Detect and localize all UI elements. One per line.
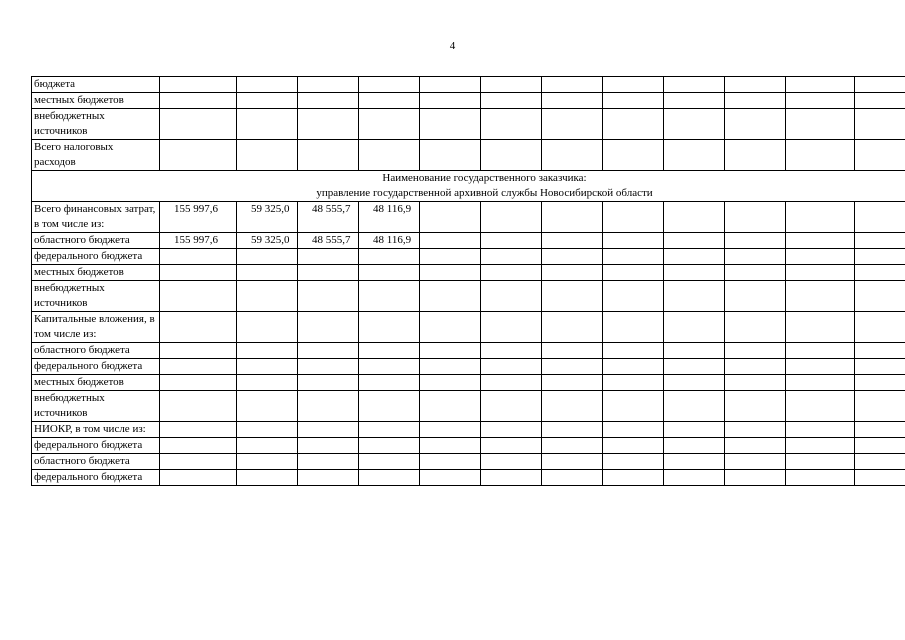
table-row	[32, 359, 905, 375]
empty-cell	[160, 249, 237, 265]
table-row	[32, 391, 905, 422]
empty-cell	[725, 438, 786, 454]
empty-cell	[855, 454, 905, 470]
empty-cell	[542, 109, 603, 140]
empty-cell	[725, 265, 786, 281]
empty-cell	[603, 375, 664, 391]
empty-cell	[481, 202, 542, 233]
empty-cell	[786, 470, 855, 486]
value-cell: 48 555,7	[298, 233, 359, 249]
empty-cell	[855, 233, 905, 249]
empty-cell	[298, 265, 359, 281]
empty-cell	[786, 265, 855, 281]
empty-cell	[664, 470, 725, 486]
empty-cell	[237, 109, 298, 140]
empty-cell	[481, 233, 542, 249]
empty-cell	[481, 77, 542, 93]
empty-cell	[420, 438, 481, 454]
table-section-header	[32, 171, 905, 202]
empty-cell	[542, 140, 603, 171]
table-row	[32, 202, 905, 233]
empty-cell	[542, 359, 603, 375]
empty-cell	[725, 202, 786, 233]
empty-cell	[237, 470, 298, 486]
empty-cell	[786, 438, 855, 454]
empty-cell	[855, 109, 905, 140]
empty-cell	[481, 281, 542, 312]
empty-cell	[160, 93, 237, 109]
empty-cell	[542, 312, 603, 343]
empty-cell	[542, 249, 603, 265]
table-row	[32, 312, 905, 343]
value-cell: 155 997,6	[160, 233, 237, 249]
table-row	[32, 233, 905, 249]
empty-cell	[298, 422, 359, 438]
empty-cell	[420, 140, 481, 171]
empty-cell	[359, 281, 420, 312]
empty-cell	[298, 438, 359, 454]
empty-cell	[603, 359, 664, 375]
empty-cell	[237, 312, 298, 343]
empty-cell	[603, 233, 664, 249]
empty-cell	[855, 391, 905, 422]
empty-cell	[160, 375, 237, 391]
value-cell: 48 116,9	[359, 202, 420, 233]
empty-cell	[298, 391, 359, 422]
empty-cell	[481, 470, 542, 486]
empty-cell	[664, 109, 725, 140]
empty-cell	[786, 281, 855, 312]
empty-cell	[725, 233, 786, 249]
empty-cell	[237, 93, 298, 109]
empty-cell	[160, 454, 237, 470]
empty-cell	[481, 343, 542, 359]
empty-cell	[420, 77, 481, 93]
empty-cell	[298, 140, 359, 171]
row-label: внебюджетных источников	[32, 281, 160, 312]
empty-cell	[786, 454, 855, 470]
empty-cell	[664, 312, 725, 343]
budget-table	[31, 76, 905, 486]
empty-cell	[855, 77, 905, 93]
empty-cell	[298, 77, 359, 93]
empty-cell	[359, 109, 420, 140]
empty-cell	[481, 265, 542, 281]
empty-cell	[420, 233, 481, 249]
empty-cell	[542, 93, 603, 109]
empty-cell	[603, 391, 664, 422]
empty-cell	[420, 359, 481, 375]
empty-cell	[160, 312, 237, 343]
empty-cell	[481, 140, 542, 171]
empty-cell	[298, 249, 359, 265]
empty-cell	[855, 470, 905, 486]
empty-cell	[725, 343, 786, 359]
empty-cell	[359, 77, 420, 93]
empty-cell	[786, 422, 855, 438]
empty-cell	[603, 454, 664, 470]
empty-cell	[481, 454, 542, 470]
row-label: федерального бюджета	[32, 249, 160, 265]
value-cell: 48 116,9	[359, 233, 420, 249]
table-row	[32, 281, 905, 312]
empty-cell	[725, 281, 786, 312]
row-label: федерального бюджета	[32, 470, 160, 486]
empty-cell	[664, 249, 725, 265]
empty-cell	[603, 438, 664, 454]
empty-cell	[420, 249, 481, 265]
empty-cell	[786, 312, 855, 343]
empty-cell	[855, 438, 905, 454]
empty-cell	[603, 77, 664, 93]
empty-cell	[725, 249, 786, 265]
row-label: областного бюджета	[32, 343, 160, 359]
empty-cell	[855, 359, 905, 375]
empty-cell	[786, 233, 855, 249]
empty-cell	[855, 312, 905, 343]
empty-cell	[237, 454, 298, 470]
empty-cell	[725, 375, 786, 391]
row-label: Всего финансовых затрат, в том числе из:	[32, 202, 160, 233]
empty-cell	[359, 93, 420, 109]
empty-cell	[725, 312, 786, 343]
empty-cell	[298, 312, 359, 343]
empty-cell	[664, 454, 725, 470]
table-row	[32, 265, 905, 281]
row-label: Капитальные вложения, в том числе из:	[32, 312, 160, 343]
section-header-cell	[32, 171, 905, 202]
empty-cell	[603, 140, 664, 171]
empty-cell	[481, 391, 542, 422]
empty-cell	[237, 422, 298, 438]
empty-cell	[359, 140, 420, 171]
empty-cell	[160, 265, 237, 281]
empty-cell	[359, 470, 420, 486]
empty-cell	[420, 422, 481, 438]
empty-cell	[603, 93, 664, 109]
empty-cell	[420, 312, 481, 343]
row-label: НИОКР, в том числе из:	[32, 422, 160, 438]
empty-cell	[855, 422, 905, 438]
empty-cell	[420, 281, 481, 312]
empty-cell	[664, 233, 725, 249]
empty-cell	[855, 249, 905, 265]
empty-cell	[603, 202, 664, 233]
empty-cell	[855, 140, 905, 171]
empty-cell	[359, 359, 420, 375]
row-label: местных бюджетов	[32, 265, 160, 281]
empty-cell	[603, 343, 664, 359]
empty-cell	[664, 438, 725, 454]
empty-cell	[725, 93, 786, 109]
section-header-line1: Наименование государственного заказчика:	[382, 172, 587, 184]
empty-cell	[603, 281, 664, 312]
table-row	[32, 140, 905, 171]
empty-cell	[542, 454, 603, 470]
empty-cell	[855, 375, 905, 391]
table-row	[32, 470, 905, 486]
empty-cell	[542, 202, 603, 233]
empty-cell	[542, 438, 603, 454]
empty-cell	[298, 343, 359, 359]
empty-cell	[542, 233, 603, 249]
empty-cell	[298, 454, 359, 470]
empty-cell	[481, 375, 542, 391]
empty-cell	[786, 93, 855, 109]
empty-cell	[664, 281, 725, 312]
empty-cell	[359, 249, 420, 265]
empty-cell	[481, 359, 542, 375]
empty-cell	[786, 140, 855, 171]
table-row	[32, 343, 905, 359]
empty-cell	[664, 140, 725, 171]
empty-cell	[481, 249, 542, 265]
empty-cell	[481, 109, 542, 140]
empty-cell	[481, 422, 542, 438]
table-row	[32, 93, 905, 109]
empty-cell	[664, 77, 725, 93]
empty-cell	[664, 343, 725, 359]
empty-cell	[786, 359, 855, 375]
empty-cell	[160, 359, 237, 375]
empty-cell	[160, 77, 237, 93]
empty-cell	[420, 375, 481, 391]
empty-cell	[420, 202, 481, 233]
empty-cell	[855, 281, 905, 312]
empty-cell	[359, 454, 420, 470]
empty-cell	[420, 391, 481, 422]
empty-cell	[855, 93, 905, 109]
value-cell: 48 555,7	[298, 202, 359, 233]
empty-cell	[298, 470, 359, 486]
empty-cell	[786, 343, 855, 359]
row-label: областного бюджета	[32, 454, 160, 470]
empty-cell	[160, 438, 237, 454]
empty-cell	[542, 391, 603, 422]
empty-cell	[160, 470, 237, 486]
row-label: областного бюджета	[32, 233, 160, 249]
value-cell: 59 325,0	[237, 202, 298, 233]
empty-cell	[298, 375, 359, 391]
table-row	[32, 109, 905, 140]
empty-cell	[664, 391, 725, 422]
empty-cell	[237, 391, 298, 422]
empty-cell	[786, 391, 855, 422]
section-header-row	[32, 171, 905, 202]
empty-cell	[664, 359, 725, 375]
empty-cell	[603, 312, 664, 343]
empty-cell	[237, 375, 298, 391]
empty-cell	[664, 265, 725, 281]
empty-cell	[481, 312, 542, 343]
empty-cell	[786, 375, 855, 391]
empty-cell	[237, 140, 298, 171]
empty-cell	[420, 265, 481, 281]
empty-cell	[481, 438, 542, 454]
empty-cell	[160, 391, 237, 422]
empty-cell	[420, 343, 481, 359]
empty-cell	[725, 454, 786, 470]
empty-cell	[603, 265, 664, 281]
empty-cell	[420, 93, 481, 109]
empty-cell	[359, 265, 420, 281]
empty-cell	[603, 249, 664, 265]
empty-cell	[542, 470, 603, 486]
empty-cell	[298, 109, 359, 140]
value-cell: 155 997,6	[160, 202, 237, 233]
empty-cell	[603, 109, 664, 140]
empty-cell	[725, 109, 786, 140]
row-label: федерального бюджета	[32, 359, 160, 375]
empty-cell	[359, 343, 420, 359]
empty-cell	[160, 343, 237, 359]
empty-cell	[420, 109, 481, 140]
empty-cell	[359, 422, 420, 438]
row-label: местных бюджетов	[32, 375, 160, 391]
empty-cell	[237, 359, 298, 375]
empty-cell	[786, 109, 855, 140]
empty-cell	[237, 265, 298, 281]
empty-cell	[298, 93, 359, 109]
row-label: бюджета	[32, 77, 160, 93]
empty-cell	[160, 281, 237, 312]
empty-cell	[359, 438, 420, 454]
empty-cell	[160, 422, 237, 438]
empty-cell	[359, 391, 420, 422]
table-row	[32, 454, 905, 470]
row-label: Всего налоговых расходов	[32, 140, 160, 171]
empty-cell	[298, 359, 359, 375]
empty-cell	[855, 265, 905, 281]
empty-cell	[160, 109, 237, 140]
section-header-line2: управление государственной архивной службы Новосибирской области	[316, 187, 653, 199]
empty-cell	[237, 343, 298, 359]
empty-cell	[420, 454, 481, 470]
empty-cell	[725, 77, 786, 93]
empty-cell	[664, 375, 725, 391]
table-section-before	[32, 77, 905, 171]
empty-cell	[855, 202, 905, 233]
empty-cell	[725, 359, 786, 375]
row-label: внебюджетных источников	[32, 109, 160, 140]
empty-cell	[542, 375, 603, 391]
table-row	[32, 249, 905, 265]
empty-cell	[542, 265, 603, 281]
empty-cell	[786, 77, 855, 93]
empty-cell	[237, 438, 298, 454]
empty-cell	[725, 391, 786, 422]
empty-cell	[786, 249, 855, 265]
empty-cell	[160, 140, 237, 171]
table-row	[32, 375, 905, 391]
empty-cell	[298, 281, 359, 312]
empty-cell	[725, 422, 786, 438]
empty-cell	[725, 470, 786, 486]
empty-cell	[542, 422, 603, 438]
table-row	[32, 422, 905, 438]
row-label: федерального бюджета	[32, 438, 160, 454]
empty-cell	[603, 422, 664, 438]
empty-cell	[542, 343, 603, 359]
empty-cell	[481, 93, 542, 109]
empty-cell	[664, 93, 725, 109]
empty-cell	[237, 249, 298, 265]
empty-cell	[237, 77, 298, 93]
empty-cell	[725, 140, 786, 171]
empty-cell	[359, 312, 420, 343]
empty-cell	[664, 202, 725, 233]
table-row	[32, 438, 905, 454]
empty-cell	[603, 470, 664, 486]
page-number: 4	[449, 40, 456, 52]
empty-cell	[542, 77, 603, 93]
empty-cell	[237, 281, 298, 312]
empty-cell	[664, 422, 725, 438]
empty-cell	[420, 470, 481, 486]
table-row	[32, 77, 905, 93]
row-label: местных бюджетов	[32, 93, 160, 109]
empty-cell	[542, 281, 603, 312]
table-section-after	[32, 202, 905, 486]
empty-cell	[855, 343, 905, 359]
empty-cell	[359, 375, 420, 391]
value-cell: 59 325,0	[237, 233, 298, 249]
empty-cell	[786, 202, 855, 233]
row-label: внебюджетных источников	[32, 391, 160, 422]
